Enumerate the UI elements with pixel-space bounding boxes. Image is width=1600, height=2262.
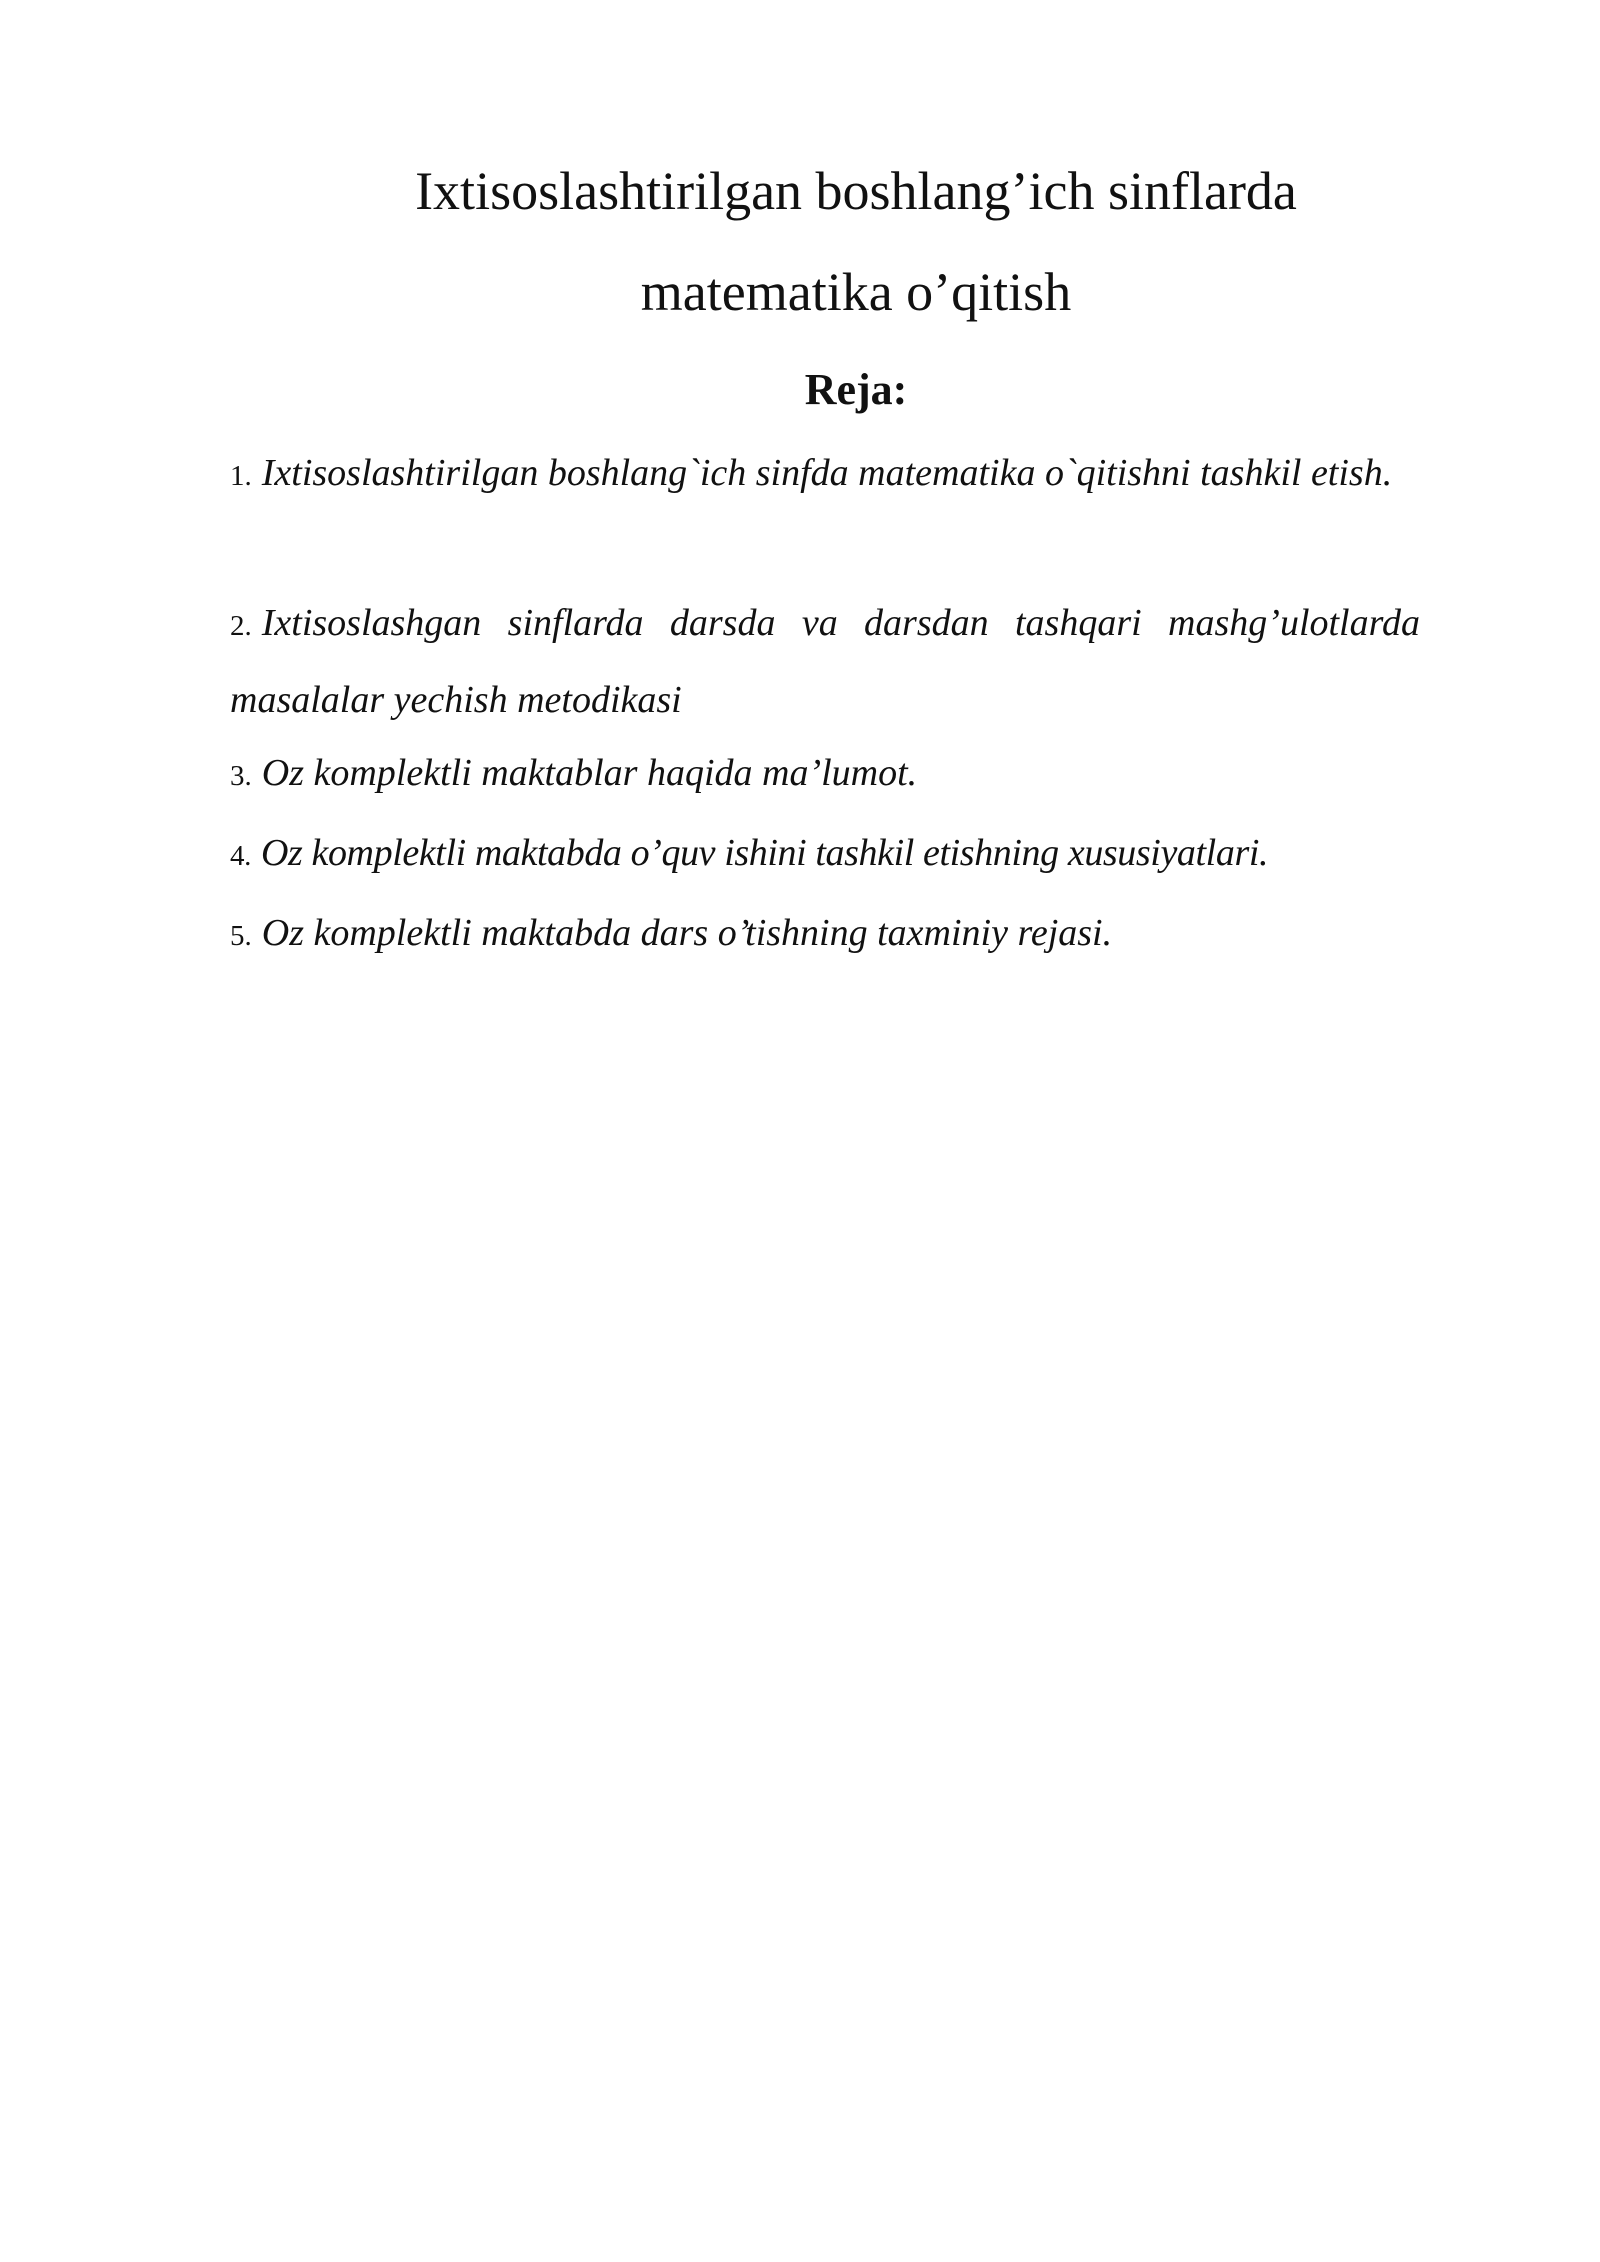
plan-item-1-text: Ixtisoslashtirilgan boshlang`ich sinfda matematika o`qitishni tashkil etish.	[261, 452, 1393, 494]
plan-item-4-text: Oz komplektli maktabda o’quv ishini tashkil etishning xususiyatlari.	[260, 832, 1269, 874]
plan-item-2	[230, 586, 1420, 737]
plan-item-4-number: 4.	[230, 840, 251, 872]
plan-item-2-text: Ixtisoslashgan sinflarda darsda va darsdan tashqari mashg’ulotlarda masalalar yechish metodikasi	[230, 602, 1420, 721]
plan-item-3-number: 3.	[230, 760, 252, 792]
plan-heading: Reja:	[804, 365, 908, 414]
plan-item-5-text: Oz komplektli maktabda dars o’tishning taxminiy rejasi.	[261, 912, 1113, 954]
plan-item-5-number: 5.	[230, 920, 252, 952]
plan-item-4	[230, 816, 1420, 893]
plan-item-5	[230, 896, 1420, 973]
plan-item-1	[230, 436, 1420, 513]
plan-item-1-number: 1.	[230, 460, 252, 492]
plan-item-3	[230, 736, 1420, 813]
document-title-line-1: Ixtisoslashtirilgan boshlang’ich sinflarda	[415, 161, 1297, 221]
document-title-line-2: matematika o’qitish	[640, 262, 1072, 322]
plan-item-3-text: Oz komplektli maktablar haqida ma’lumot.	[261, 752, 918, 794]
plan-item-2-number: 2.	[230, 610, 252, 642]
